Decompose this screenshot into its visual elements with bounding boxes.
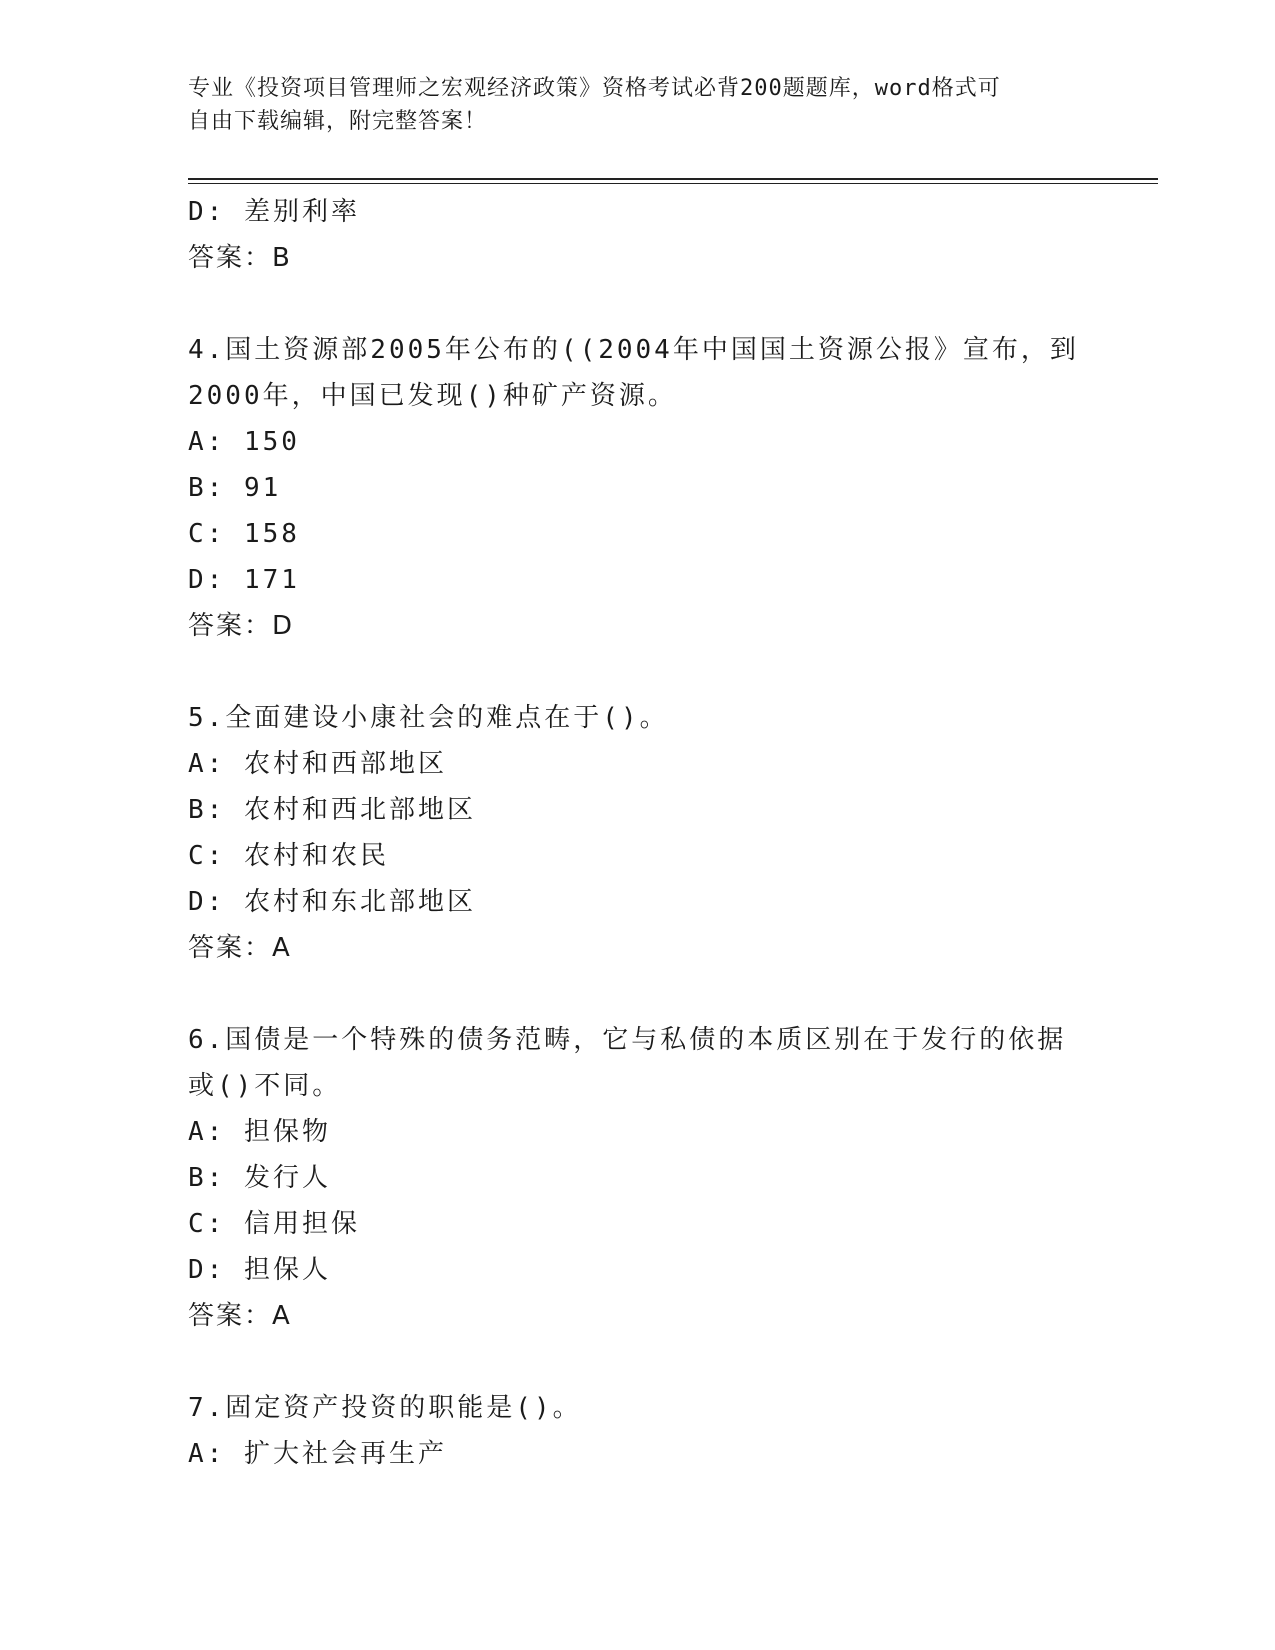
prev-answer: 答案：B — [188, 243, 292, 273]
document-header — [188, 72, 1068, 138]
header-divider-thin — [188, 183, 1158, 184]
header-divider-thick — [188, 178, 1158, 180]
question-stem: 6.国债是一个特殊的债务范畴，它与私债的本质区别在于发行的依据 — [188, 1025, 1067, 1055]
option-a: A: 150 — [188, 427, 300, 457]
option-d: D: 171 — [188, 565, 300, 595]
option-c: C: 信用担保 — [188, 1209, 360, 1239]
question-stem: 7.固定资产投资的职能是()。 — [188, 1393, 582, 1423]
spacer — [188, 281, 1068, 327]
question-4 — [188, 327, 1079, 649]
spacer — [188, 649, 1068, 695]
answer: 答案：D — [188, 611, 295, 641]
answer: 答案：A — [188, 933, 292, 963]
header-line-2: 自由下载编辑，附完整答案！ — [188, 109, 488, 134]
question-7 — [188, 1385, 1068, 1477]
option-a: A: 担保物 — [188, 1117, 331, 1147]
question-stem-cont: 2000年，中国已发现()种矿产资源。 — [188, 381, 677, 411]
option-a: A: 扩大社会再生产 — [188, 1439, 447, 1469]
option-c: C: 农村和农民 — [188, 841, 389, 871]
option-b: B: 91 — [188, 473, 282, 503]
spacer — [188, 1339, 1068, 1385]
question-stem: 4.国土资源部2005年公布的((2004年中国国土资源公报》宣布，到 — [188, 335, 1079, 365]
option-b: B: 发行人 — [188, 1163, 331, 1193]
answer: 答案：A — [188, 1301, 292, 1331]
question-6 — [188, 1017, 1068, 1339]
option-a: A: 农村和西部地区 — [188, 749, 447, 779]
question-stem: 5.全面建设小康社会的难点在于()。 — [188, 703, 669, 733]
option-c: C: 158 — [188, 519, 300, 549]
question-stem-cont: 或()不同。 — [188, 1071, 342, 1101]
prev-option-d: D: 差别利率 — [188, 197, 360, 227]
option-b: B: 农村和西北部地区 — [188, 795, 476, 825]
option-d: D: 担保人 — [188, 1255, 331, 1285]
option-d: D: 农村和东北部地区 — [188, 887, 476, 917]
spacer — [188, 971, 1068, 1017]
question-5 — [188, 695, 1068, 971]
question-list — [188, 189, 1079, 1477]
header-line-1: 专业《投资项目管理师之宏观经济政策》资格考试必背200题题库，word格式可 — [188, 76, 1001, 101]
